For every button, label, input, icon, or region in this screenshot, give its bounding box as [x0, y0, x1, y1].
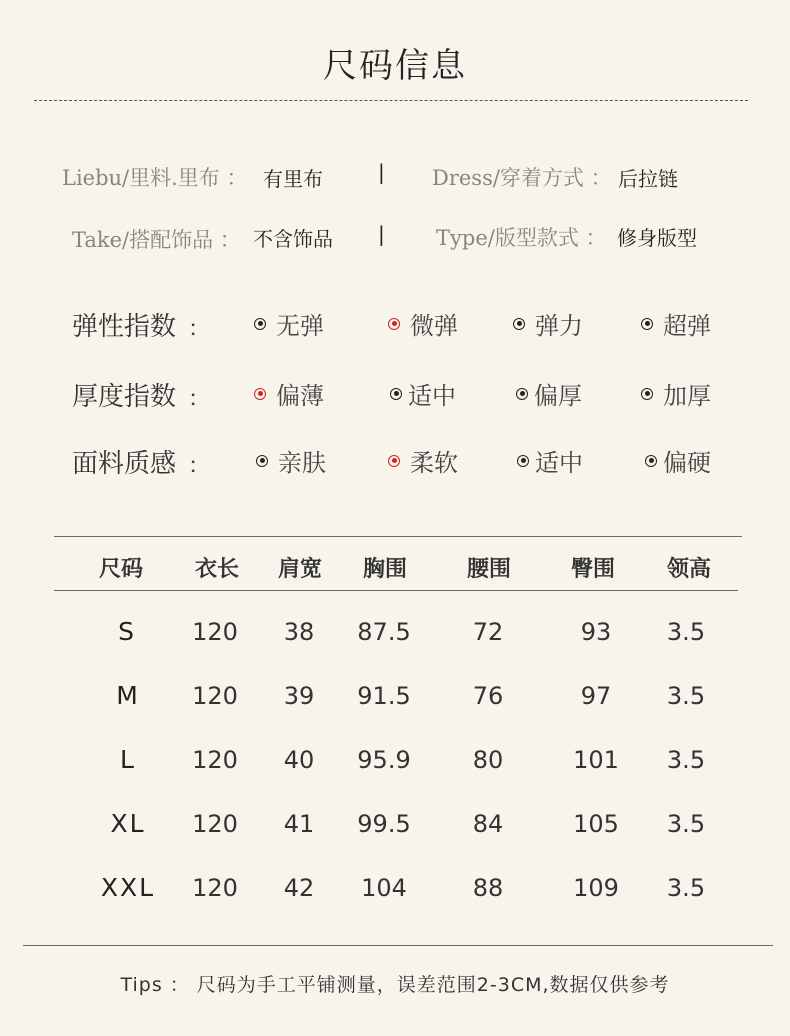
table-header-cell: 衣长: [194, 556, 240, 582]
table-cell: 120: [192, 874, 238, 902]
table-cell: 120: [192, 682, 238, 710]
scale-option[interactable]: 加厚: [641, 376, 711, 411]
attribute-value: 有里布: [263, 167, 323, 191]
radio-icon: [256, 455, 268, 467]
table-cell: 97: [580, 682, 612, 710]
table-header-cell: 肩宽: [277, 556, 323, 582]
table-cell: 42: [283, 874, 315, 902]
table-cell: 80: [472, 746, 504, 774]
table-cell: 3.5: [666, 874, 706, 902]
page-title: 尺码信息: [323, 46, 467, 86]
table-header-rule: [54, 590, 738, 591]
scale-option[interactable]: 无弹: [254, 306, 324, 341]
table-header-cell: 尺码: [98, 556, 144, 582]
table-header-cell: 领高: [666, 556, 712, 582]
table-cell: 3.5: [666, 682, 706, 710]
scale-label: 弹性指数: [72, 312, 177, 342]
table-cell: 84: [472, 810, 504, 838]
table-cell: 109: [573, 874, 619, 902]
radio-icon: [517, 455, 529, 467]
radio-icon: [641, 318, 653, 330]
attribute-value: 不含饰品: [253, 227, 333, 251]
radio-icon: [641, 388, 653, 400]
scale-option[interactable]: 微弹: [388, 306, 458, 341]
radio-icon: [390, 388, 402, 400]
scale-option[interactable]: 柔软: [388, 443, 458, 478]
tips-note: Tips ： 尺码为手工平铺测量，误差范围2-3CM,数据仅供参考: [120, 974, 670, 996]
scale-option[interactable]: 适中: [390, 376, 456, 411]
radio-icon: [513, 318, 525, 330]
table-header-cell: 胸围: [362, 556, 408, 582]
table-cell: 99.5: [357, 810, 411, 838]
table-cell: 120: [192, 746, 238, 774]
scale-option[interactable]: 适中: [517, 443, 583, 478]
table-cell: 76: [472, 682, 504, 710]
radio-selected-icon: [388, 318, 400, 330]
attribute-label: Dress/穿着方式 ：: [432, 166, 612, 190]
table-cell-size: XL: [110, 809, 146, 838]
attribute-value: 修身版型: [617, 226, 697, 250]
table-header-cell: 臀围: [570, 556, 616, 582]
table-cell: 72: [472, 618, 504, 646]
scale-label: 厚度指数: [72, 382, 177, 412]
scale-option[interactable]: 偏厚: [516, 376, 582, 411]
table-top-rule: [54, 536, 742, 537]
table-header-cell: 腰围: [466, 556, 512, 582]
scale-colon: ：: [188, 387, 211, 412]
radio-icon: [516, 388, 528, 400]
attribute-value: 后拉链: [618, 167, 678, 191]
attribute-label: Type/版型款式 ：: [436, 226, 607, 250]
table-cell: 120: [192, 618, 238, 646]
table-cell: 120: [192, 810, 238, 838]
table-cell: 87.5: [357, 618, 411, 646]
table-cell: 105: [573, 810, 619, 838]
scale-option[interactable]: 偏薄: [254, 376, 324, 411]
table-cell: 38: [283, 618, 315, 646]
scale-option[interactable]: 超弹: [641, 306, 711, 341]
radio-selected-icon: [388, 455, 400, 467]
table-cell: 91.5: [357, 682, 411, 710]
table-cell: 95.9: [357, 746, 411, 774]
table-cell: 40: [283, 746, 315, 774]
scale-colon: ：: [188, 317, 211, 342]
scale-colon: ：: [188, 454, 211, 479]
scale-option[interactable]: 弹力: [513, 306, 583, 341]
scale-label: 面料质感: [72, 449, 177, 479]
table-cell-size: S: [118, 617, 136, 646]
radio-icon: [254, 318, 266, 330]
table-cell: 88: [472, 874, 504, 902]
table-cell: 3.5: [666, 618, 706, 646]
table-cell: 41: [283, 810, 315, 838]
radio-selected-icon: [254, 388, 266, 400]
table-cell: 101: [573, 746, 619, 774]
table-cell-size: M: [116, 681, 140, 710]
attribute-label: Take/搭配饰品 ：: [72, 228, 241, 252]
table-cell: 93: [580, 618, 612, 646]
separator: |: [378, 222, 385, 246]
dashed-divider: [34, 100, 748, 101]
table-bottom-rule: [23, 945, 773, 946]
attribute-label: Liebu/里料.里布 ：: [62, 166, 248, 190]
table-cell: 39: [283, 682, 315, 710]
table-cell: 3.5: [666, 746, 706, 774]
separator: |: [378, 160, 385, 184]
scale-option[interactable]: 亲肤: [256, 443, 326, 478]
table-cell: 104: [361, 874, 407, 902]
table-cell-size: L: [120, 745, 136, 774]
scale-option[interactable]: 偏硬: [645, 443, 711, 478]
table-cell: 3.5: [666, 810, 706, 838]
table-cell-size: XXL: [100, 873, 156, 902]
radio-icon: [645, 455, 657, 467]
